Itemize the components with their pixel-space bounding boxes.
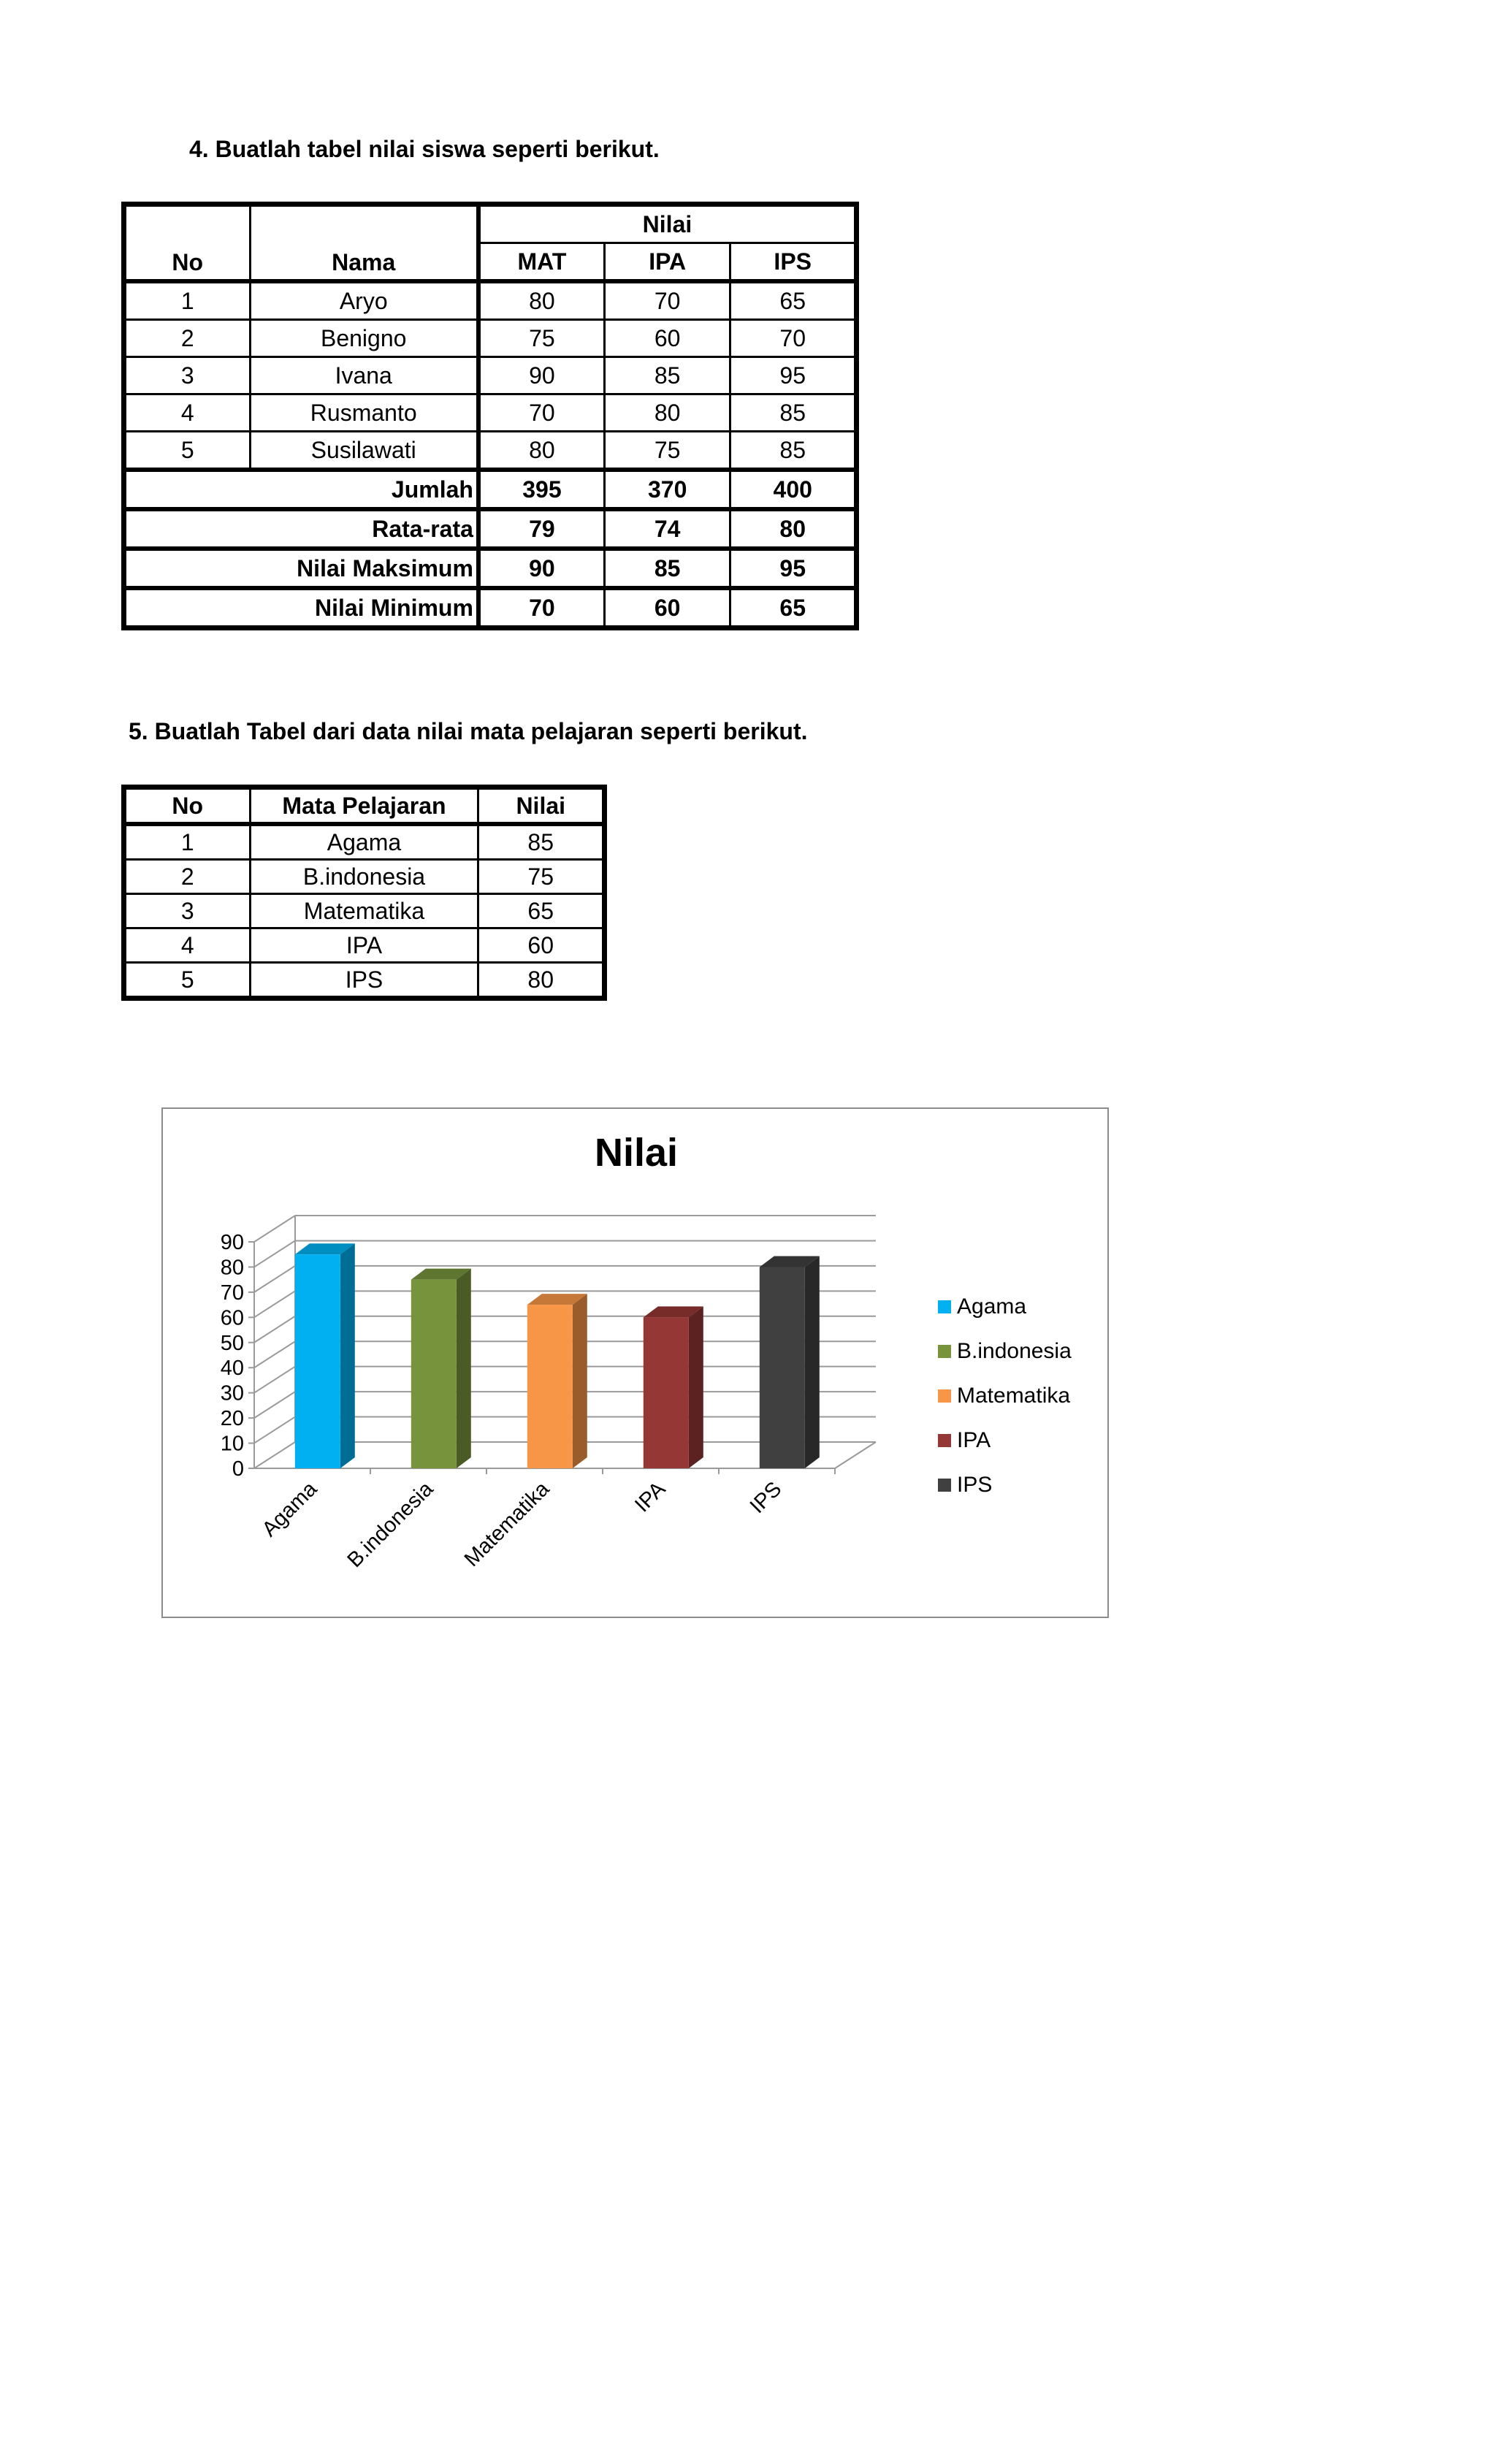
summary-row-rata-rata [124,509,857,549]
x-category-label: IPS [745,1477,787,1519]
cell-no: 2 [124,320,251,357]
summary-label: Nilai Minimum [124,588,478,628]
y-tick-label: 40 [220,1357,244,1381]
chart-title: Nilai [594,1131,679,1175]
legend-label: IPA [957,1428,991,1452]
header-mata-pelajaran: Mata Pelajaran [250,787,478,825]
header-mat: MAT [478,243,605,282]
summary-label: Jumlah [124,470,478,509]
header-nilai: Nilai [478,787,605,825]
cell-ips: 70 [730,320,857,357]
cell-nilai: 85 [478,824,605,860]
header-no: No [124,787,251,825]
chart-canvas [163,1109,1107,1617]
summary-ipa: 85 [604,549,730,588]
y-tick-label: 70 [220,1281,244,1305]
cell-mat: 90 [478,357,605,394]
header-row-1 [124,205,857,243]
legend-swatch [938,1434,951,1447]
legend-label: Matematika [957,1384,1071,1408]
cell-nama: Ivana [250,357,478,394]
cell-nilai: 75 [478,860,605,894]
summary-row-jumlah [124,470,857,509]
cell-nama: Susilawati [250,432,478,470]
chart-gridline-diagonal [254,1417,295,1443]
summary-mat: 395 [478,470,605,509]
cell-no: 4 [124,394,251,432]
header-ips: IPS [730,243,857,282]
legend-label: IPS [957,1473,993,1497]
cell-nama: Aryo [250,281,478,320]
cell-nama: Benigno [250,320,478,357]
cell-no: 1 [124,281,251,320]
legend-label: B.indonesia [957,1339,1072,1363]
summary-label: Nilai Maksimum [124,549,478,588]
summary-ips: 80 [730,509,857,549]
y-tick-label: 50 [220,1331,244,1355]
bar-agama [295,1254,340,1468]
bar-ips [760,1267,805,1468]
y-tick-label: 10 [220,1432,244,1456]
y-tick-label: 90 [220,1231,244,1254]
cell-ips: 85 [730,394,857,432]
x-category-label: B.indonesia [343,1477,438,1573]
chart-gridline-diagonal [254,1216,295,1242]
summary-ips: 400 [730,470,857,509]
cell-mata-pelajaran: Matematika [250,894,478,928]
bar-matematika [527,1305,573,1468]
bar-side-agama [340,1243,355,1468]
table-row [124,963,605,999]
cell-mata-pelajaran: Agama [250,824,478,860]
chart-gridline-diagonal [254,1367,295,1393]
summary-row-nilai-maksimum [124,549,857,588]
table-row [124,281,857,320]
summary-row-nilai-minimum [124,588,857,628]
legend-swatch [938,1345,951,1358]
cell-ipa: 75 [604,432,730,470]
bar-side-bindonesia [457,1269,471,1468]
section-4-heading: 4. Buatlah tabel nilai siswa seperti berikut. [189,136,660,162]
x-category-label: Matematika [459,1477,554,1571]
summary-ipa: 74 [604,509,730,549]
table-row [124,928,605,963]
cell-nilai: 60 [478,928,605,963]
y-tick-label: 80 [220,1256,244,1280]
chart-gridline-diagonal [254,1316,295,1343]
summary-ips: 65 [730,588,857,628]
subject-grades-table [121,785,607,1001]
chart-gridline-diagonal [254,1442,295,1468]
y-tick-label: 30 [220,1381,244,1405]
cell-ipa: 85 [604,357,730,394]
cell-nilai: 80 [478,963,605,999]
summary-ipa: 60 [604,588,730,628]
header-row [124,787,605,825]
cell-ips: 95 [730,357,857,394]
cell-mata-pelajaran: IPA [250,928,478,963]
cell-mata-pelajaran: IPS [250,963,478,999]
header-nama: Nama [250,205,478,282]
cell-mat: 80 [478,281,605,320]
cell-mat: 80 [478,432,605,470]
chart-gridline-diagonal [254,1240,295,1267]
summary-mat: 90 [478,549,605,588]
table-row [124,860,605,894]
cell-ips: 85 [730,432,857,470]
x-category-label: IPA [630,1477,671,1517]
cell-nama: Rusmanto [250,394,478,432]
summary-label: Rata-rata [124,509,478,549]
cell-no: 3 [124,357,251,394]
x-category-label: Agama [257,1477,322,1541]
bar-side-ips [805,1256,820,1468]
summary-ipa: 370 [604,470,730,509]
table-row [124,824,605,860]
cell-no: 3 [124,894,251,928]
cell-nilai: 65 [478,894,605,928]
section-5-heading: 5. Buatlah Tabel dari data nilai mata pelajaran seperti berikut. [129,718,808,744]
table-row [124,394,857,432]
table-row [124,320,857,357]
summary-mat: 70 [478,588,605,628]
legend-swatch [938,1479,951,1492]
bar-chart [161,1107,1109,1618]
legend-label: Agama [957,1294,1027,1319]
student-grades-table [121,202,859,630]
chart-floor-right-edge [835,1442,876,1468]
cell-ipa: 70 [604,281,730,320]
cell-mata-pelajaran: B.indonesia [250,860,478,894]
cell-mat: 75 [478,320,605,357]
table-row [124,894,605,928]
cell-no: 5 [124,963,251,999]
bar-bindonesia [411,1280,457,1468]
cell-ipa: 60 [604,320,730,357]
chart-gridline-diagonal [254,1341,295,1368]
bar-side-ipa [689,1306,703,1468]
cell-no: 1 [124,824,251,860]
table-row [124,357,857,394]
header-nilai: Nilai [478,205,857,243]
chart-gridline-diagonal [254,1266,295,1292]
table-row [124,432,857,470]
summary-ips: 95 [730,549,857,588]
y-tick-label: 20 [220,1407,244,1431]
cell-ips: 65 [730,281,857,320]
cell-no: 4 [124,928,251,963]
header-no: No [124,205,251,282]
y-tick-label: 0 [232,1457,244,1481]
header-ipa: IPA [604,243,730,282]
bar-side-matematika [573,1294,587,1468]
legend-swatch [938,1389,951,1403]
summary-mat: 79 [478,509,605,549]
y-tick-label: 60 [220,1306,244,1330]
cell-ipa: 80 [604,394,730,432]
cell-mat: 70 [478,394,605,432]
cell-no: 5 [124,432,251,470]
cell-no: 2 [124,860,251,894]
legend-swatch [938,1300,951,1313]
chart-gridline-diagonal [254,1291,295,1317]
chart-gridline-diagonal [254,1392,295,1418]
bar-ipa [644,1317,689,1468]
